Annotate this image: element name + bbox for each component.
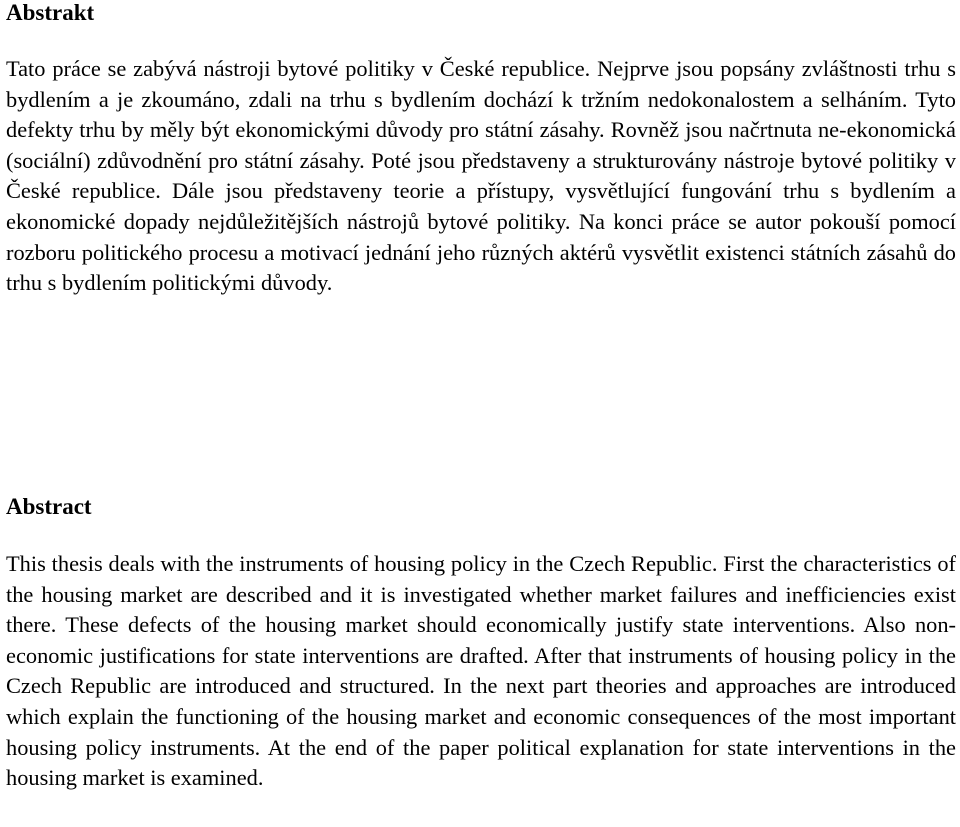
english-abstract-text: This thesis deals with the instruments of housing policy in the Czech Republic. First the characteristics of the housing market are described and it is investigated whether market failures and inefficiencies exist there. These defects of the housing market should economically justify state interventions. Also non-economic justifications for state interventions are drafted. After that instruments of housing policy in the Czech Republic are introduced and structured. In the next part theories and approaches are introduced which explain the functioning of the housing market and economic consequences of the most important housing policy instruments. At the end of the paper political explanation for state interventions in the housing market is examined. bbox=[6, 551, 956, 791]
czech-abstract-text: Tato práce se zabývá nástroji bytové politiky v České republice. Nejprve jsou popsány zvláštnosti trhu s bydlením a je zkoumáno, zdali na trhu s bydlením dochází k tržním nedokonalostem a selháním. Tyto defekty trhu by měly být ekonomickými důvody pro státní zásahy. Rovněž jsou načrtnuta ne-ekonomická (sociální) zdůvodnění pro státní zásahy. Poté jsou představeny a strukturovány nástroje bytové politiky v České republice. Dále jsou představeny teorie a přístupy, vysvětlující fungování trhu s bydlením a ekonomické dopady nejdůležitějších nástrojů bytové politiky. Na konci práce se autor pokouší pomocí rozboru politického procesu a motivací jednání jeho různých aktérů vysvětlit existenci státních zásahů do trhu s bydlením politickými důvody. bbox=[6, 56, 956, 296]
czech-abstract-heading: Abstrakt bbox=[6, 0, 95, 25]
english-abstract-heading: Abstract bbox=[6, 494, 92, 519]
